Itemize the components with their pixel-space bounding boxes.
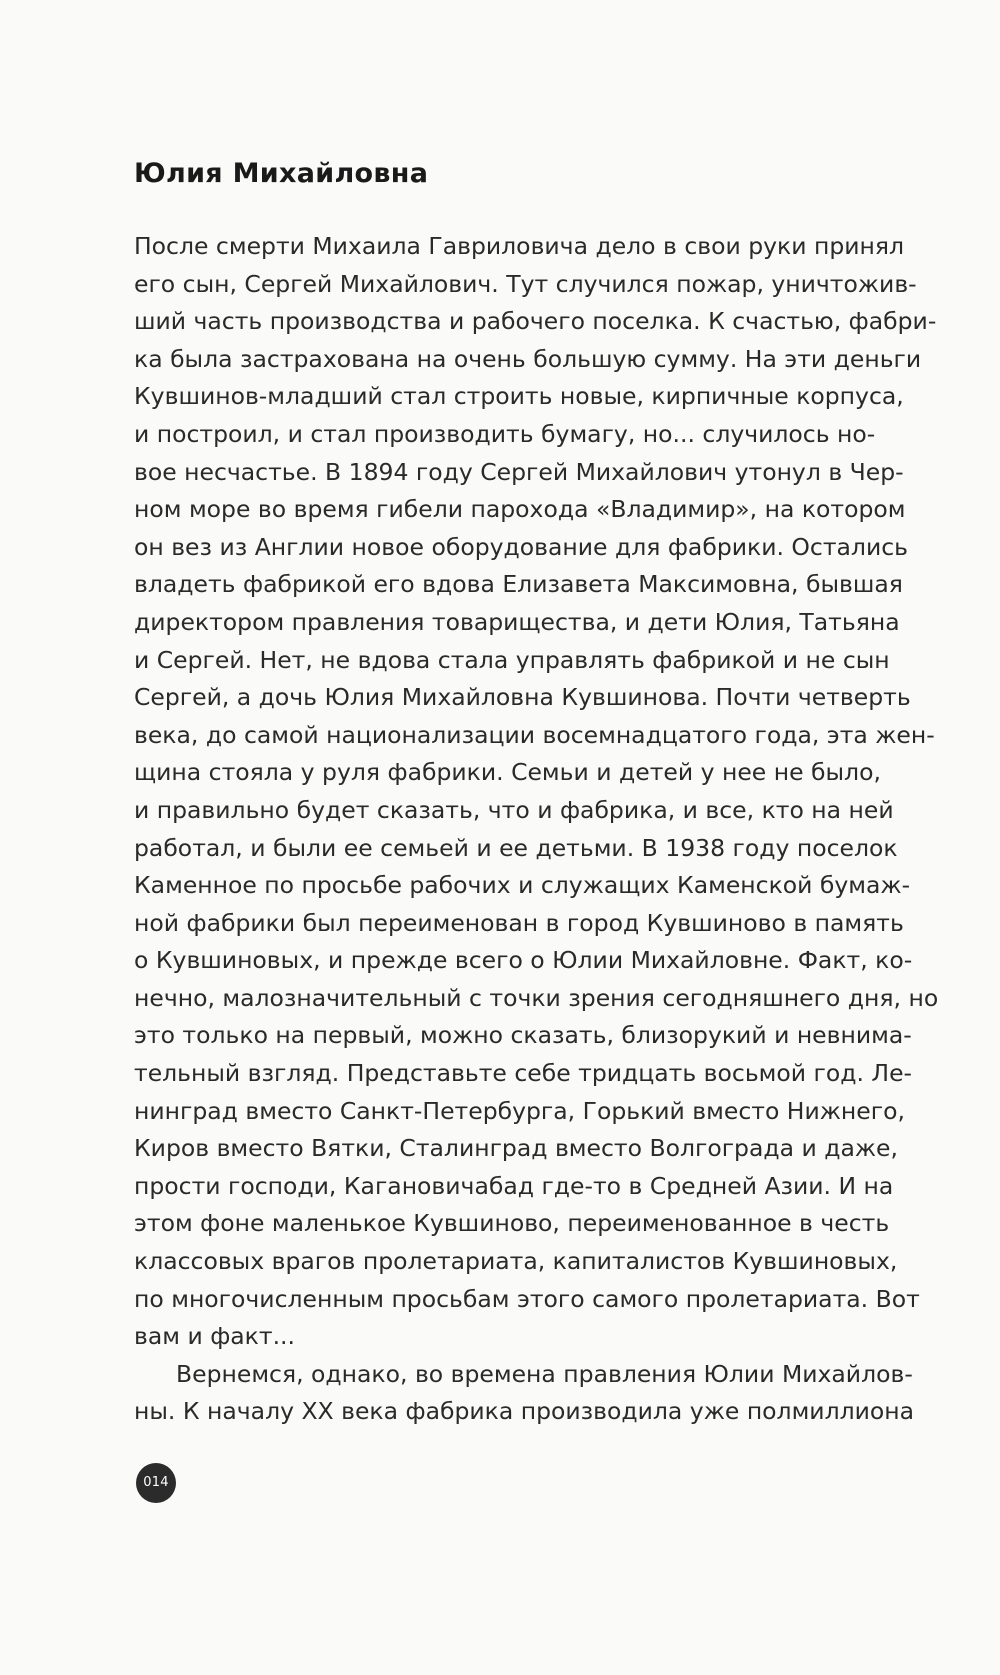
text-line: вое несчастье. В 1894 году Сергей Михайлович утонул в Чер- [134,457,904,486]
text-line: и правильно будет сказать, что и фабрика, и все, кто на ней [134,795,894,824]
text-line: о Кувшиновых, и прежде всего о Юлии Михайловне. Факт, ко- [134,946,913,975]
text-line: Вернемся, однако, во времена правления Юлии Михайлов- [176,1359,913,1388]
section-heading: Юлия Михайловна [134,158,429,189]
text-line: века, до самой национализации восемнадцатого года, эта жен- [134,720,935,749]
text-line: нечно, малозначительный с точки зрения сегодняшнего дня, но [134,983,939,1012]
text-line: ший часть производства и рабочего поселка. К счастью, фабри- [134,307,937,336]
text-line: он вез из Англии новое оборудование для фабрики. Остались [134,532,908,561]
text-line: и построил, и стал производить бумагу, но... случилось но- [134,419,876,448]
text-line: ной фабрики был переименован в город Кувшиново в память [134,908,904,937]
body-text [134,228,939,1431]
text-line: Киров вместо Вятки, Сталинград вместо Волгограда и даже, [134,1134,898,1163]
text-line: его сын, Сергей Михайлович. Тут случился пожар, уничтожив- [134,269,917,298]
text-line: Сергей, а дочь Юлия Михайловна Кувшинова. Почти четверть [134,683,911,712]
text-line: нинград вместо Санкт-Петербурга, Горький вместо Нижнего, [134,1096,905,1125]
text-line: прости господи, Кагановичабад где-то в Средней Азии. И на [134,1171,894,1200]
text-line: директором правления товарищества, и дети Юлия, Татьяна [134,607,900,636]
text-line: ны. К началу XX века фабрика производила уже полмиллиона [134,1397,915,1426]
text-line: щина стояла у руля фабрики. Семьи и детей у нее не было, [134,758,881,787]
text-line: ка была застрахована на очень большую сумму. На эти деньги [134,344,922,373]
text-line: работал, и были ее семьей и ее детьми. В 1938 году поселок [134,833,898,862]
text-line: Каменное по просьбе рабочих и служащих Каменской бумаж- [134,871,911,900]
text-line: классовых врагов пролетариата, капиталистов Кувшиновых, [134,1247,898,1276]
text-line: владеть фабрикой его вдова Елизавета Максимовна, бывшая [134,570,903,599]
text-line: по многочисленным просьбам этого самого пролетариата. Вот [134,1284,920,1313]
text-line: ном море во время гибели парохода «Владимир», на котором [134,495,906,524]
text-line: вам и факт... [134,1322,295,1351]
text-line: тельный взгляд. Представьте себе тридцать восьмой год. Ле- [134,1059,913,1088]
text-line: После смерти Михаила Гавриловича дело в свои руки принял [134,232,905,260]
page-number-badge: 014 [136,1463,176,1503]
text-line: этом фоне маленькое Кувшиново, переименованное в честь [134,1209,890,1238]
text-line: это только на первый, можно сказать, близорукий и невнима- [134,1021,912,1050]
text-line: и Сергей. Нет, не вдова стала управлять фабрикой и не сын [134,645,890,674]
text-line: Кувшинов-младший стал строить новые, кирпичные корпуса, [134,382,904,411]
